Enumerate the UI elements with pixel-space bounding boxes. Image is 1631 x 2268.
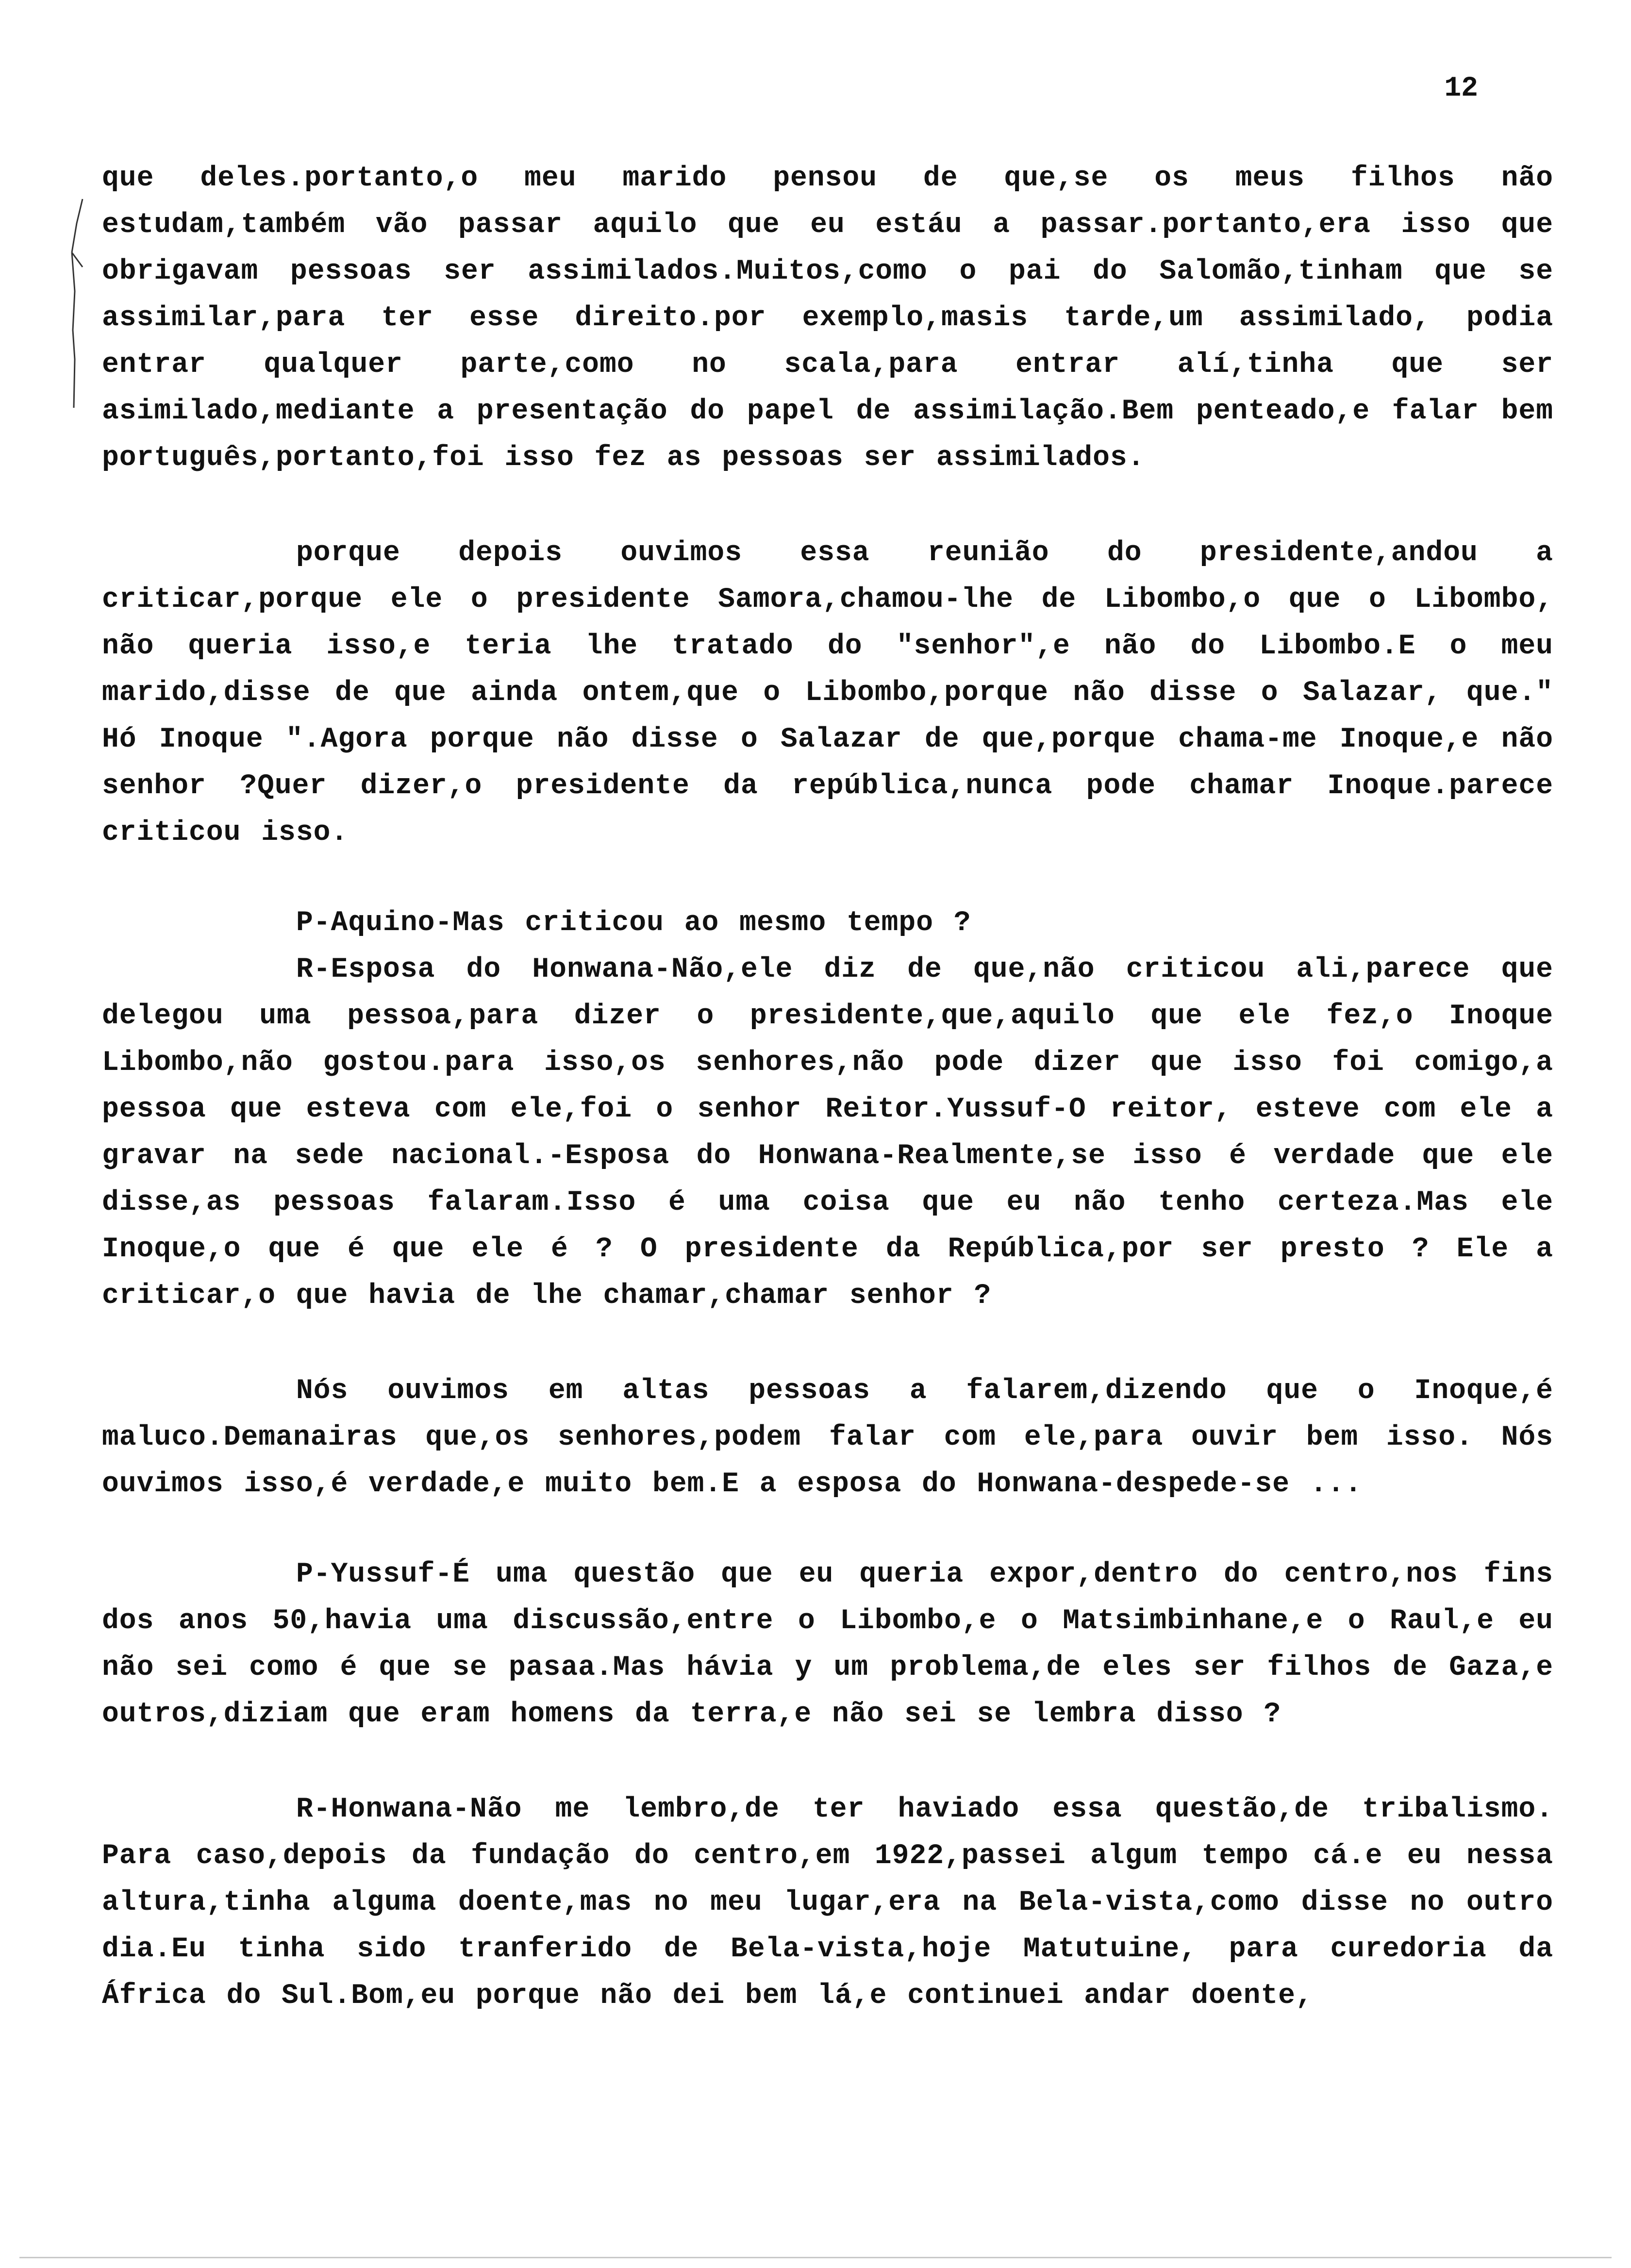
paragraph-5: Nós ouvimos em altas pessoas a falarem,dizendo que o Inoque,é maluco.Demanairas que,os senhores,podem falar com ele,para ouvir bem isso. Nós ouvimos isso,é verdade,e muito bem.E a esposa do Honwana-despede-se ... <box>102 1375 1553 1500</box>
paragraph-6: P-Yussuf-É uma questão que eu queria expor,dentro do centro,nos fins dos anos 50,havia uma discussão,entre o Libombo,e o Matsimbinhane,e o Raul,e eu não sei como é que se pasaa.Mas hávia y um problema,de eles ser filhos de Gaza,e outros,diziam que eram homens da terra,e não sei se lembra disso ? <box>102 1559 1553 1730</box>
paragraph-2: porque depois ouvimos essa reunião do presidente,andou a criticar,porque ele o presidente Samora,chamou-lhe de Libombo,o que o Libombo, não queria isso,e teria lhe tratado do "senhor",e não do Libombo.E o meu marido,disse de que ainda ontem,que o Libombo,porque não disse o Salazar, que." Hó Inoque ".Agora porque não disse o Salazar de que,porque chama-me Inoque,e não senhor ?Quer dizer,o presidente da república,nunca pode chamar Inoque.parece criticou isso. <box>102 537 1553 849</box>
paragraph-7: R-Honwana-Não me lembro,de ter haviado essa questão,de tribalismo. Para caso,depois da fundação do centro,em 1922,passei algum tempo cá.e eu nessa altura,tinha alguma doente,mas no meu lugar,era na Bela-vista,como disse no outro dia.Eu tinha sido tranferido de Bela-vista,hoje Matutuine, para curedoria da África do Sul.Bom,eu porque não dei bem lá,e continuei andar doente, <box>102 1794 1553 2012</box>
paragraph-3: P-Aquino-Mas criticou ao mesmo tempo ? <box>296 907 971 939</box>
margin-mark <box>68 194 87 408</box>
paragraph-4: R-Esposa do Honwana-Não,ele diz de que,não criticou ali,parece que delegou uma pessoa,para dizer o presidente,que,aquilo que ele fez,o Inoque Libombo,não gostou.para isso,os senhores,não pode dizer que isso foi comigo,a pessoa que esteva com ele,foi o senhor Reitor.Yussuf-O reitor, esteve com ele a gravar na sede nacional.-Esposa do Honwana-Realmente,se isso é verdade que ele disse,as pessoas falaram.Isso é uma coisa que eu não tenho certeza.Mas ele Inoque,o que é que ele é ? O presidente da República,por ser presto ? Ele a criticar,o que havia de lhe chamar,chamar senhor ? <box>102 954 1553 1312</box>
bottom-rule <box>19 2257 1612 2258</box>
paragraph-1: que deles.portanto,o meu marido pensou de que,se os meus filhos não estudam,também vão passar aquilo que eu estáu a passar.portanto,era isso que obrigavam pessoas ser assimilados.Muitos,como o pai do Salomão,tinham que se assimilar,para ter esse direito.por exemplo,masis tarde,um assimilado, podia entrar qualquer parte,como no scala,para entrar alí,tinha que ser asimilado,mediante a presentação do papel de assimilação.Bem penteado,e falar bem português,portanto,foi isso fez as pessoas ser assimilados. <box>102 163 1553 474</box>
transcript-body <box>102 155 1553 2019</box>
page-number: 12 <box>1444 73 1478 104</box>
